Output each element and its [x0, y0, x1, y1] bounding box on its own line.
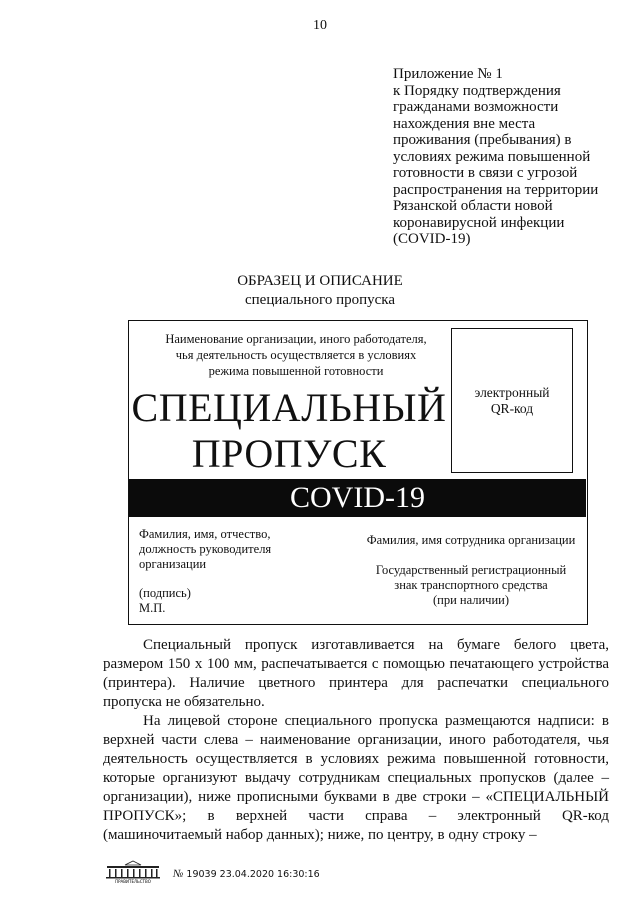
registration-text: 19039 23.04.2020 16:30:16	[186, 869, 320, 880]
appendix-line: готовности в связи с угрозой	[393, 165, 578, 181]
appendix-line: условиях режима повышенной	[393, 148, 591, 165]
organization-line: режима повышенной готовности	[208, 364, 384, 378]
page-number: 10	[313, 18, 327, 33]
appendix-line: нахождения вне места	[393, 115, 536, 132]
stamp-line: М.П.	[139, 601, 166, 615]
covid-banner: COVID-19	[129, 479, 586, 517]
vehicle-line: Государственный регистрационный	[375, 563, 567, 577]
signature-line: (подпись)	[139, 586, 191, 600]
document-title	[0, 272, 640, 310]
leader-line: должность руководителя	[139, 542, 272, 556]
appendix-line: Рязанской области новой	[393, 198, 553, 214]
registration-footer	[103, 860, 423, 886]
description-text	[103, 636, 609, 845]
pass-heading-line-1: СПЕЦИАЛЬНЫЙ	[131, 385, 447, 430]
employee-field: Фамилия, имя сотрудника организации	[366, 533, 576, 547]
appendix-line: Приложение № 1	[393, 66, 503, 82]
leader-field	[139, 527, 339, 572]
appendix-line: распространения на территории	[393, 181, 599, 198]
paragraph: Специальный пропуск изготавливается на бумаге белого цвета, размером 150 х 100 мм, распечатывается с помощью печатающего устройства (принтера). Наличие цветного принтера для распечатки специального пропуска не обязательно.	[103, 637, 609, 710]
appendix-line: коронавирусной инфекции	[393, 214, 565, 231]
paragraph: На лицевой стороне специального пропуска размещаются надписи: в верхней части слева – наименование организации, иного работодателя, чья деятельность осуществляется в условиях режима повышенной готовности, которые организуют выдачу сотрудникам специальных пропусков (далее – организации), ниже прописными буквами в две строки – «СПЕЦИАЛЬНЫЙ ПРОПУСК»; в верхней части справа – электронный QR-код (машиночитаемый набор данных); ниже, по центру, в одну строку –	[103, 713, 609, 843]
appendix-block	[393, 66, 613, 248]
appendix-line: (COVID-19)	[393, 231, 471, 247]
leader-line: организации	[139, 557, 207, 571]
organization-label	[141, 331, 451, 379]
pass-heading-line-2: ПРОПУСК	[191, 431, 387, 476]
leader-line: Фамилия, имя, отчество,	[139, 527, 271, 541]
registration-mark: №	[173, 868, 184, 880]
qr-label-line-1: электронный	[474, 385, 550, 400]
vehicle-line: (при наличии)	[432, 593, 510, 607]
government-building-icon	[103, 860, 163, 884]
appendix-line: к Порядку подтверждения	[393, 82, 561, 99]
signature-field	[139, 586, 191, 616]
organization-line: чья деятельность осуществляется в условиях	[175, 348, 417, 362]
appendix-line: гражданами возможности	[393, 99, 559, 115]
registration-line	[173, 868, 320, 880]
organization-line: Наименование организации, иного работодателя,	[165, 332, 427, 346]
qr-code-box	[451, 328, 573, 473]
title-line-1: ОБРАЗЕЦ И ОПИСАНИЕ	[237, 273, 403, 289]
seal-caption: ПРАВИТЕЛЬСТВО	[115, 879, 151, 884]
vehicle-field	[361, 563, 581, 608]
qr-label-line-2: QR-код	[490, 401, 534, 416]
special-pass-sample	[128, 320, 588, 625]
appendix-line: проживания (пребывания) в	[393, 132, 572, 148]
title-line-2: специального пропуска	[245, 292, 395, 308]
vehicle-line: знак транспортного средства	[394, 578, 548, 592]
